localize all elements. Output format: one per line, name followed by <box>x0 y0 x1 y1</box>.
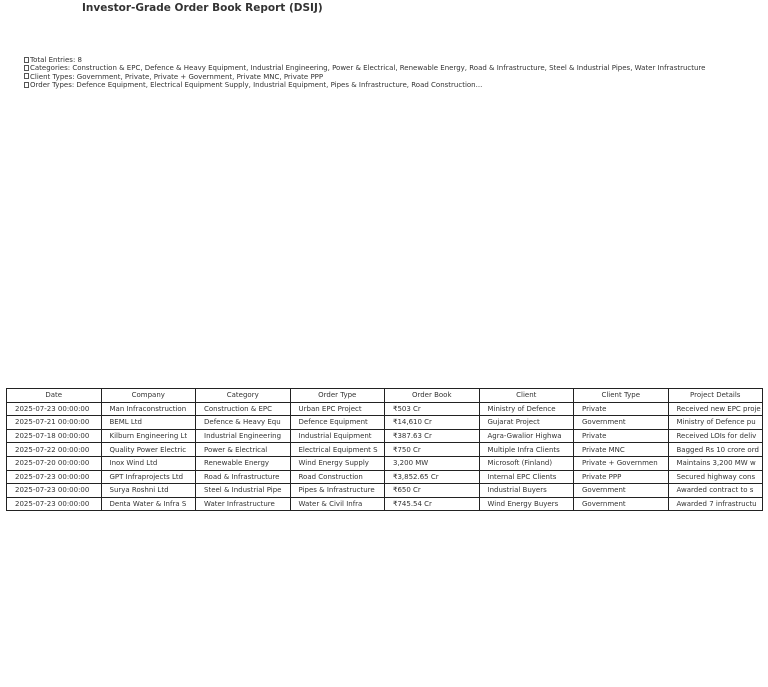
cell-order-type: Electrical Equipment S <box>290 443 385 457</box>
header-project-details: Project Details <box>668 389 763 403</box>
missing-glyph-icon <box>24 82 29 88</box>
header-client-type: Client Type <box>574 389 669 403</box>
cell-client: Multiple Infra Clients <box>479 443 574 457</box>
cell-order-type: Industrial Equipment <box>290 429 385 443</box>
summary-categories-text: Categories: Construction & EPC, Defence & Heavy Equipment, Industrial Engineering, Power & Electrical, Renewable Energy, Road & Infrastructure, Steel & Industrial Pipes, Water Infrastructure <box>30 64 706 73</box>
cell-date: 2025-07-22 00:00:00 <box>7 443 102 457</box>
table-row <box>7 429 763 443</box>
summary-order-types-text: Order Types: Defence Equipment, Electrical Equipment Supply, Industrial Equipment, Pipes & Infrastructure, Road Construction... <box>30 81 483 90</box>
cell-date: 2025-07-18 00:00:00 <box>7 429 102 443</box>
cell-date: 2025-07-23 00:00:00 <box>7 484 102 498</box>
cell-company: Quality Power Electric <box>101 443 196 457</box>
cell-client: Agra-Gwalior Highwa <box>479 429 574 443</box>
cell-order-type: Defence Equipment <box>290 416 385 430</box>
cell-project-details: Awarded contract to s <box>668 484 763 498</box>
summary-order-types <box>24 81 705 89</box>
cell-company: Surya Roshni Ltd <box>101 484 196 498</box>
cell-client-type: Government <box>574 497 669 511</box>
cell-order-type: Urban EPC Project <box>290 402 385 416</box>
cell-client-type: Private MNC <box>574 443 669 457</box>
table-row <box>7 443 763 457</box>
cell-company: Denta Water & Infra S <box>101 497 196 511</box>
report-summary <box>24 56 705 90</box>
cell-order-book: 3,200 MW <box>385 456 480 470</box>
header-category: Category <box>196 389 291 403</box>
cell-order-book: ₹387.63 Cr <box>385 429 480 443</box>
cell-client-type: Private PPP <box>574 470 669 484</box>
cell-client: Industrial Buyers <box>479 484 574 498</box>
report-title: Investor-Grade Order Book Report (DSIJ) <box>82 2 323 14</box>
summary-total-entries <box>24 56 705 64</box>
cell-order-book: ₹650 Cr <box>385 484 480 498</box>
cell-category: Renewable Energy <box>196 456 291 470</box>
missing-glyph-icon <box>24 57 29 63</box>
cell-project-details: Received new EPC proje <box>668 402 763 416</box>
header-client: Client <box>479 389 574 403</box>
cell-category: Road & Infrastructure <box>196 470 291 484</box>
cell-order-type: Water & Civil Infra <box>290 497 385 511</box>
table-row <box>7 416 763 430</box>
cell-client: Microsoft (Finland) <box>479 456 574 470</box>
table-row <box>7 484 763 498</box>
cell-client: Gujarat Project <box>479 416 574 430</box>
header-order-type: Order Type <box>290 389 385 403</box>
table-row <box>7 497 763 511</box>
cell-order-type: Wind Energy Supply <box>290 456 385 470</box>
cell-order-book: ₹503 Cr <box>385 402 480 416</box>
cell-company: GPT Infraprojects Ltd <box>101 470 196 484</box>
summary-client-types <box>24 73 705 81</box>
cell-company: Kilburn Engineering Lt <box>101 429 196 443</box>
cell-project-details: Secured highway cons <box>668 470 763 484</box>
cell-project-details: Received LOIs for deliv <box>668 429 763 443</box>
cell-category: Power & Electrical <box>196 443 291 457</box>
cell-project-details: Bagged Rs 10 crore ord <box>668 443 763 457</box>
summary-total-entries-text: Total Entries: 8 <box>30 56 82 64</box>
cell-order-book: ₹745.54 Cr <box>385 497 480 511</box>
table-header-row <box>7 389 763 403</box>
cell-project-details: Ministry of Defence pu <box>668 416 763 430</box>
order-book-table <box>6 388 763 511</box>
table-row <box>7 456 763 470</box>
cell-project-details: Maintains 3,200 MW w <box>668 456 763 470</box>
cell-order-book: ₹14,610 Cr <box>385 416 480 430</box>
cell-date: 2025-07-21 00:00:00 <box>7 416 102 430</box>
cell-category: Water Infrastructure <box>196 497 291 511</box>
header-company: Company <box>101 389 196 403</box>
cell-category: Steel & Industrial Pipe <box>196 484 291 498</box>
header-order-book: Order Book <box>385 389 480 403</box>
cell-date: 2025-07-23 00:00:00 <box>7 402 102 416</box>
cell-client-type: Government <box>574 416 669 430</box>
missing-glyph-icon <box>24 65 29 71</box>
cell-order-book: ₹750 Cr <box>385 443 480 457</box>
cell-company: Inox Wind Ltd <box>101 456 196 470</box>
cell-client: Wind Energy Buyers <box>479 497 574 511</box>
cell-order-type: Pipes & Infrastructure <box>290 484 385 498</box>
cell-date: 2025-07-23 00:00:00 <box>7 497 102 511</box>
cell-project-details: Awarded 7 infrastructu <box>668 497 763 511</box>
cell-client: Ministry of Defence <box>479 402 574 416</box>
table-row <box>7 470 763 484</box>
cell-client-type: Government <box>574 484 669 498</box>
missing-glyph-icon <box>24 73 29 79</box>
cell-client-type: Private + Governmen <box>574 456 669 470</box>
cell-client-type: Private <box>574 429 669 443</box>
cell-date: 2025-07-20 00:00:00 <box>7 456 102 470</box>
cell-category: Construction & EPC <box>196 402 291 416</box>
cell-category: Industrial Engineering <box>196 429 291 443</box>
header-date: Date <box>7 389 102 403</box>
cell-category: Defence & Heavy Equ <box>196 416 291 430</box>
table-row <box>7 402 763 416</box>
cell-order-book: ₹3,852.65 Cr <box>385 470 480 484</box>
cell-company: Man Infraconstruction <box>101 402 196 416</box>
cell-client: Internal EPC Clients <box>479 470 574 484</box>
summary-categories <box>24 64 705 72</box>
summary-client-types-text: Client Types: Government, Private, Private + Government, Private MNC, Private PPP <box>30 72 324 81</box>
cell-order-type: Road Construction <box>290 470 385 484</box>
cell-company: BEML Ltd <box>101 416 196 430</box>
cell-date: 2025-07-23 00:00:00 <box>7 470 102 484</box>
cell-client-type: Private <box>574 402 669 416</box>
